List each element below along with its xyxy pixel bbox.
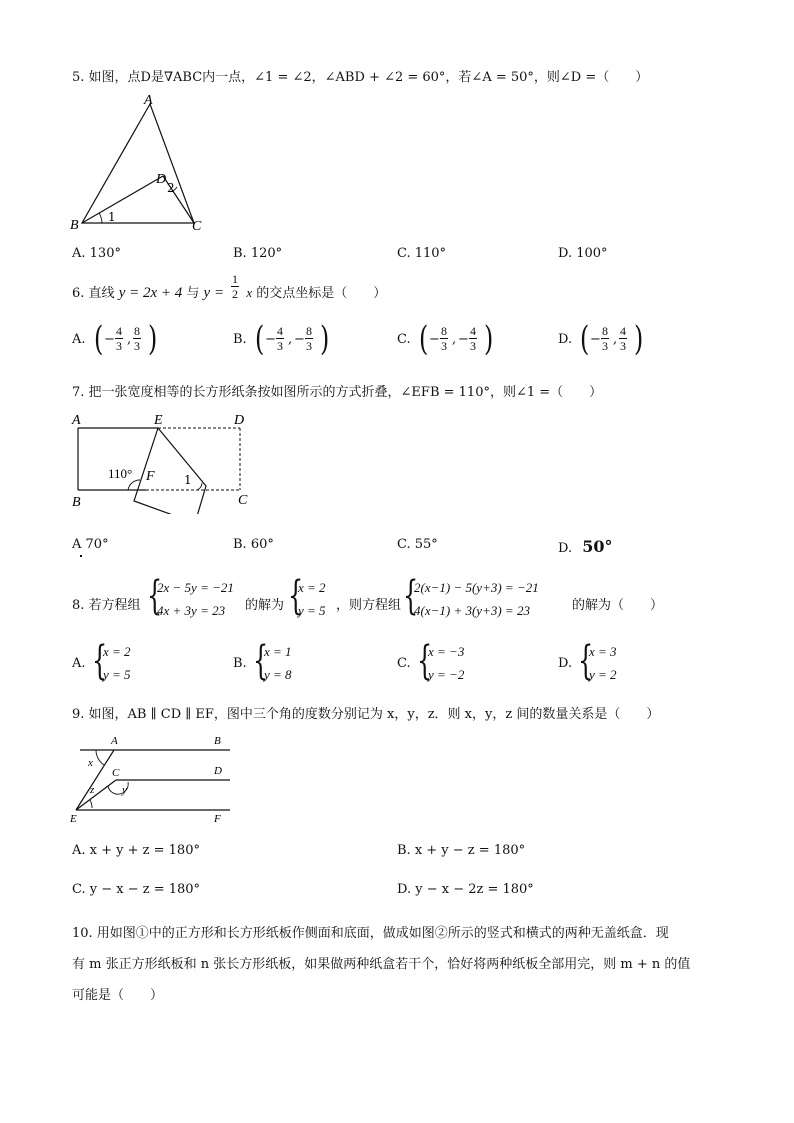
q8-brace-2: {	[288, 573, 304, 619]
option-letter: D.	[558, 656, 573, 671]
q6-option-c[interactable]	[397, 318, 517, 364]
q6-option-d[interactable]	[558, 318, 678, 364]
q9-figure	[68, 730, 238, 826]
minus-sign: −	[590, 332, 601, 347]
q6-stem	[72, 282, 386, 302]
q9-option-a[interactable]: A. x + y + z = 180°	[72, 843, 200, 858]
q8-sys2-eq2: 4(x−1) + 3(y+3) = 23	[414, 603, 530, 618]
q7-label-110: 110°	[108, 466, 133, 481]
q5-label-1: 1	[108, 210, 116, 224]
q8-sol1-x: x = 2	[298, 580, 326, 595]
q7-label-B: B	[72, 495, 81, 510]
q9-stem: 9. 如图，AB ∥ CD ∥ EF，图中三个角的度数分别记为 x，y，z．则 x，y，z 间的数量关系是（ ）	[72, 707, 660, 722]
q8-option-c[interactable]	[397, 640, 507, 688]
x-value: x = 3	[589, 644, 617, 659]
x-value: x = −3	[428, 644, 465, 659]
q9-label-A: A	[111, 735, 118, 747]
q7-option-d-value: 50°	[582, 537, 613, 556]
y-value: y = 8	[264, 667, 292, 682]
q9-label-x: x	[88, 757, 93, 769]
q8-sys2-eq1: 2(x−1) − 5(y+3) = −21	[414, 580, 539, 595]
q9-option-c[interactable]: C. y − x − z = 180°	[72, 882, 201, 897]
q7-label-D: D	[234, 413, 245, 428]
x-value: x = 2	[103, 644, 131, 659]
option-letter: C.	[397, 332, 411, 347]
right-paren: )	[633, 319, 644, 359]
q8-sys1-eq2: 4x + 3y = 23	[157, 603, 226, 618]
q5-option-b[interactable]: B. 120°	[233, 246, 283, 261]
q8-option-b[interactable]	[233, 640, 343, 688]
q9-label-B: B	[214, 735, 221, 747]
q7-label-A: A	[72, 413, 81, 428]
q7-option-b[interactable]: B. 60°	[233, 537, 274, 552]
q6-line1: y = 2x + 4	[118, 285, 183, 301]
x-value: x = 1	[264, 644, 292, 659]
q8-brace-1: {	[147, 573, 163, 619]
q6-line2-lhs: y =	[203, 285, 225, 301]
q5-label-D: D	[156, 172, 167, 187]
q8-prefix: 8. 若方程组	[72, 598, 141, 613]
q10-line-3: 可能是（ ）	[72, 988, 164, 1003]
minus-sign: −	[294, 332, 305, 347]
q6-prefix: 6. 直线	[72, 286, 115, 301]
q9-label-y: y	[122, 784, 127, 796]
brace: {	[92, 638, 108, 684]
brace: {	[578, 638, 594, 684]
fraction: $\frac{8}{3}$	[441, 324, 447, 353]
q8-option-d[interactable]	[558, 640, 668, 688]
q9-label-F: F	[214, 813, 221, 825]
option-letter: A.	[72, 332, 86, 347]
q5-label-A: A	[144, 93, 153, 108]
brace: {	[417, 638, 433, 684]
right-paren: )	[483, 319, 494, 359]
minus-sign: −	[104, 332, 115, 347]
option-letter: A.	[72, 656, 86, 671]
q5-option-a[interactable]: A. 130°	[72, 246, 121, 261]
comma: ,	[452, 332, 457, 347]
comma: ,	[127, 332, 132, 347]
q10-line-2: 有 m 张正方形纸板和 n 张长方形纸板，如果做两种纸盒若干个，恰好将两种纸板全部用完，则 m + n 的值	[72, 957, 691, 972]
option-letter: B.	[233, 332, 247, 347]
q7-option-a[interactable]: A 70°	[72, 537, 109, 552]
option-letter: C.	[397, 656, 411, 671]
q8-sys1-eq1: 2x − 5y = −21	[157, 580, 234, 595]
y-value: y = 2	[589, 667, 617, 682]
q9-label-C: C	[112, 767, 120, 779]
q6-option-b[interactable]	[233, 318, 353, 364]
comma: ,	[613, 332, 618, 347]
q5-option-c[interactable]: C. 110°	[397, 246, 447, 261]
minus-sign: −	[429, 332, 440, 347]
fraction: $\frac{8}{3}$	[134, 324, 140, 353]
q9-label-E: E	[70, 813, 77, 825]
y-value: y = −2	[428, 667, 465, 682]
q9-label-D: D	[214, 765, 222, 777]
q8-sol1-y: y = 5	[298, 603, 326, 618]
option-letter: D.	[558, 332, 573, 347]
q6-line2-fraction: $\frac{1}{2}$	[232, 272, 238, 301]
q6-suffix: 的交点坐标是（ ）	[256, 286, 387, 301]
minus-sign: −	[265, 332, 276, 347]
q6-line2-x: x	[246, 285, 253, 300]
fraction: $\frac{4}{3}$	[277, 324, 283, 353]
q5-label-B: B	[70, 218, 79, 232]
fraction: $\frac{8}{3}$	[306, 324, 312, 353]
q7-small-dot	[80, 555, 82, 557]
left-paren: (	[579, 319, 590, 359]
q9-label-z: z	[90, 784, 95, 796]
left-paren: (	[418, 319, 429, 359]
q7-stem: 7. 把一张宽度相等的长方形纸条按如图所示的方式折叠，∠EFB = 110°，则∠1 =（ ）	[72, 385, 603, 400]
q5-option-d[interactable]: D. 100°	[558, 246, 608, 261]
q7-option-c[interactable]: C. 55°	[397, 537, 438, 552]
q5-figure	[68, 92, 218, 232]
q8-mid1: 的解为	[245, 598, 285, 613]
comma: ,	[288, 332, 293, 347]
q5-stem: 5. 如图，点D是∇ABC内一点，∠1 = ∠2，∠ABD + ∠2 = 60°，若∠A = 50°，则∠D =（ ）	[72, 70, 649, 85]
q7-label-F: F	[146, 469, 155, 484]
q7-label-C: C	[238, 493, 248, 508]
q8-option-a[interactable]	[72, 640, 182, 688]
q7-figure	[66, 406, 266, 514]
right-paren: )	[147, 319, 158, 359]
y-value: y = 5	[103, 667, 131, 682]
q9-option-d[interactable]: D. y − x − 2z = 180°	[397, 882, 534, 897]
q10-line-1: 10. 用如图①中的正方形和长方形纸板作侧面和底面，做成如图②所示的竖式和横式的两种无盖纸盒．现	[72, 926, 669, 941]
fraction: $\frac{4}{3}$	[620, 324, 626, 353]
q9-option-b[interactable]: B. x + y − z = 180°	[397, 843, 526, 858]
fraction: $\frac{4}{3}$	[470, 324, 476, 353]
left-paren: (	[254, 319, 265, 359]
fraction: $\frac{8}{3}$	[602, 324, 608, 353]
q7-option-d[interactable]: D. 50°	[558, 537, 613, 556]
left-paren: (	[93, 319, 104, 359]
q6-option-a[interactable]	[72, 318, 192, 364]
brace: {	[253, 638, 269, 684]
q8-suffix: 的解为（ ）	[572, 598, 664, 613]
fraction: $\frac{4}{3}$	[116, 324, 122, 353]
q5-label-C: C	[192, 219, 202, 232]
q5-label-2: 2	[167, 181, 175, 195]
q8-brace-3: {	[403, 573, 419, 619]
q6-mid: 与	[186, 286, 200, 301]
option-letter: B.	[233, 656, 247, 671]
right-paren: )	[319, 319, 330, 359]
q8-mid2: ，则方程组	[336, 598, 402, 613]
minus-sign: −	[458, 332, 469, 347]
q7-label-1: 1	[184, 473, 192, 487]
q7-label-E: E	[154, 413, 163, 428]
